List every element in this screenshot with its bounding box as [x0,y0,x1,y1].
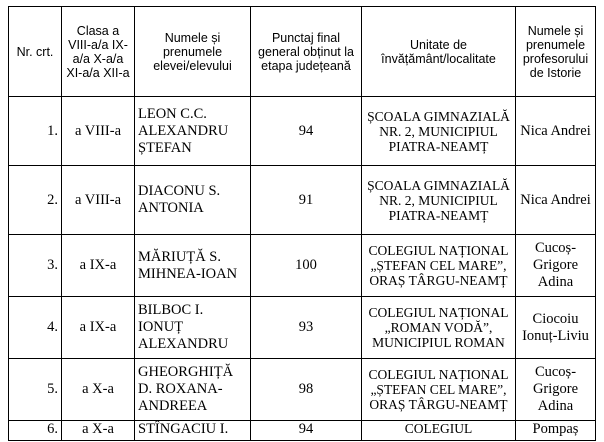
table-row [9,359,596,421]
cell-punctaj: 93 [251,297,362,359]
cell-nr: 6. [9,421,62,441]
cell-nume: GHEORGHIȚĂ D. ROXANA-ANDREEA [135,359,251,421]
cell-nr: 4. [9,297,62,359]
cell-unitate: ȘCOALA GIMNAZIALĂ NR. 2, MUNICIPIUL PIATRA-NEAMȚ [362,166,516,235]
cell-profesor: Nica Andrei [516,166,596,235]
header-unitate: Unitate de învățământ/localitate [362,7,516,97]
cell-profesor: Nica Andrei [516,97,596,166]
cell-nr: 5. [9,359,62,421]
cell-punctaj: 100 [251,235,362,297]
table-row [9,421,596,441]
cell-nume: STÎNGACIU I. [135,421,251,441]
cell-clasa: a X-a [62,359,135,421]
cell-profesor: Pompaș [516,421,596,441]
cell-clasa: a IX-a [62,235,135,297]
header-nume: Numele și prenumele elevei/elevului [135,7,251,97]
header-nr: Nr. crt. [9,7,62,97]
cell-punctaj: 91 [251,166,362,235]
header-row [9,7,596,97]
cell-unitate: ȘCOALA GIMNAZIALĂ NR. 2, MUNICIPIUL PIATRA-NEAMȚ [362,97,516,166]
cell-punctaj: 94 [251,421,362,441]
cell-nume: MĂRIUȚĂ S. MIHNEA-IOAN [135,235,251,297]
cell-nr: 2. [9,166,62,235]
cell-clasa: a VIII-a [62,97,135,166]
header-profesor: Numele și prenumele profesorului de Istorie [516,7,596,97]
header-clasa: Clasa a VIII-a/a IX-a/a X-a/a XI-a/a XII-a [62,7,135,97]
cell-clasa: a VIII-a [62,166,135,235]
cell-unitate: COLEGIUL [362,421,516,441]
cell-unitate: COLEGIUL NAȚIONAL „ȘTEFAN CEL MARE”, ORAȘ TÂRGU-NEAMȚ [362,359,516,421]
cell-punctaj: 94 [251,97,362,166]
cell-clasa: a X-a [62,421,135,441]
cell-punctaj: 98 [251,359,362,421]
results-table [8,6,596,441]
cell-clasa: a IX-a [62,297,135,359]
cell-profesor: Cucoș-Grigore Adina [516,359,596,421]
cell-nume: LEON C.C. ALEXANDRU ȘTEFAN [135,97,251,166]
cell-nr: 3. [9,235,62,297]
cell-nr: 1. [9,97,62,166]
table-row [9,297,596,359]
table-row [9,166,596,235]
cell-unitate: COLEGIUL NAȚIONAL „ROMAN VODĂ”, MUNICIPIUL ROMAN [362,297,516,359]
cell-profesor: Ciocoiu Ionuț-Liviu [516,297,596,359]
cell-nume: BILBOC I. IONUȚ ALEXANDRU [135,297,251,359]
table-row [9,97,596,166]
cell-unitate: COLEGIUL NAȚIONAL „ȘTEFAN CEL MARE”, ORAȘ TÂRGU-NEAMȚ [362,235,516,297]
header-punctaj: Punctaj final general obținut la etapa județeană [251,7,362,97]
cell-nume: DIACONU S. ANTONIA [135,166,251,235]
table-row [9,235,596,297]
cell-profesor: Cucoș-Grigore Adina [516,235,596,297]
